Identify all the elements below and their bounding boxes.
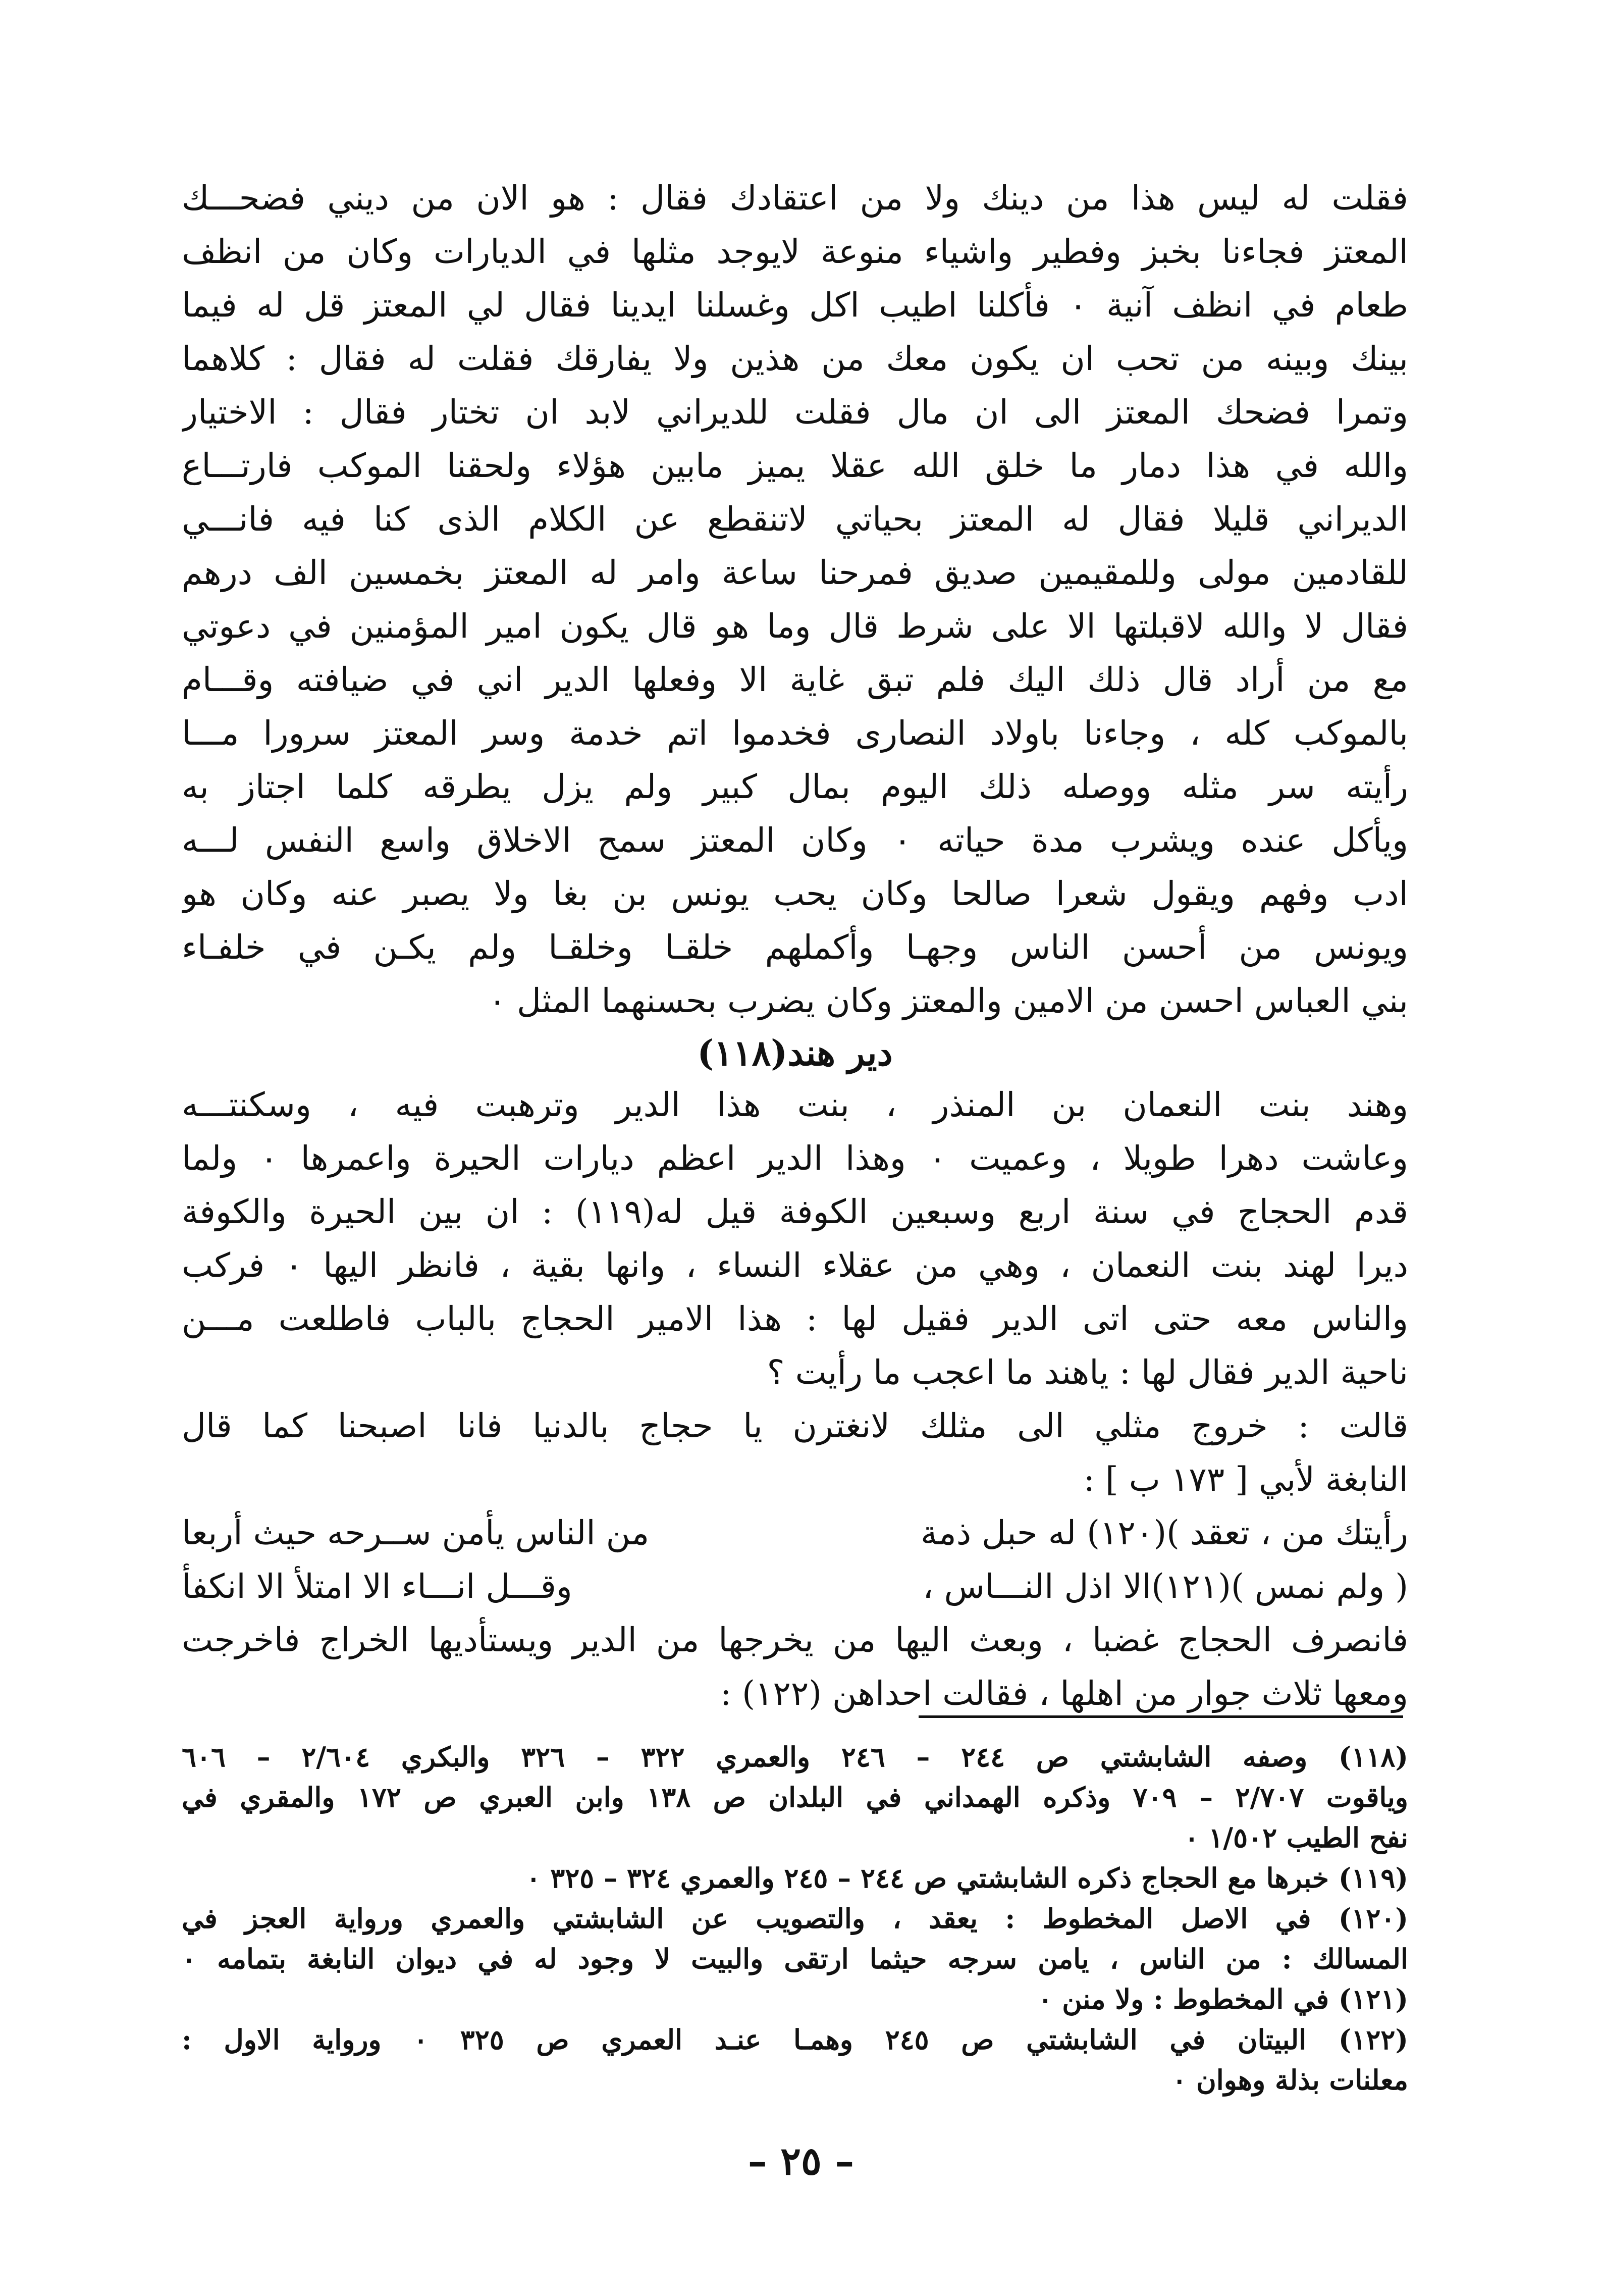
verse-second-hemistich: من الناس يأمن ســرحه حيث أربعا bbox=[182, 1514, 650, 1552]
footnote-line: المسالك : من الناس ، يامن سرجه حيثما ارتقى والبيت لا وجود له في ديوان النابغة بتمامه ٠ bbox=[182, 1943, 1408, 1975]
text-line: وهند بنت النعمان بن المنذر ، بنت هذا الدير وترهبت فيه ، وسكنتـــه bbox=[182, 1085, 1408, 1124]
text-line: قدم الحجاج في سنة اربع وسبعين الكوفة قيل له(١١٩) : ان بين الحيرة والكوفة bbox=[182, 1192, 1408, 1231]
text-line: ادب وفهم ويقول شعرا صالحا وكان يحب يونس بن بغا ولا يصبر عنه وكان هو bbox=[182, 874, 1408, 913]
verse-first-hemistich: ( ولم نمس )(١٢١)الا اذل النـــاس ، bbox=[923, 1567, 1408, 1606]
verse-second-hemistich: وقـــل انـــاء الا امتلأ الا انكفأ bbox=[182, 1567, 572, 1606]
footnote-line: (١٢٠) في الاصل المخطوط : يعقد ، والتصويب عن الشابشتي والعمري ورواية العجز في bbox=[182, 1902, 1408, 1935]
text-line: النابغة لأبي [ ١٧٣ ب ] : bbox=[1083, 1460, 1408, 1499]
footnote-line: وياقوت ٢/٧٠٧ – ٧٠٩ وذكره الهمداني في البلدان ص ١٣٨ وابن العبري ص ١٧٢ والمقري في bbox=[182, 1781, 1408, 1813]
text-line: وعاشت دهرا طويلا ، وعميت ٠ وهذا الدير اعظم ديارات الحيرة واعمرها ٠ ولما bbox=[182, 1139, 1408, 1178]
text-line: فقال لا والله لاقبلتها الا على شرط قال وما هو قال يكون امير المؤمنين في دعوتي bbox=[182, 607, 1408, 646]
text-line: بينك وبينه من تحب ان يكون معك من هذين ولا يفارقك فقلت له فقال : كلاهما bbox=[182, 339, 1408, 378]
text-line: ديرا لهند بنت النعمان ، وهي من عقلاء النساء ، وانها بقية ، فانظر اليها ٠ فركب bbox=[182, 1246, 1408, 1285]
verse-first-hemistich: رأيتك من ، تعقد )(١٢٠) له حبل ذمة bbox=[920, 1514, 1408, 1552]
text-line: والناس معه حتى اتى الدير فقيل لها : هذا الامير الحجاج بالباب فاطلعت مـــن bbox=[182, 1299, 1408, 1338]
page-number: – ٢٥ – bbox=[747, 2138, 855, 2183]
text-line: طعام في انظف آنية ٠ فأكلنا اطيب اكل وغسلنا ايدينا فقال لي المعتز قل له فيما bbox=[182, 286, 1408, 325]
text-line: للقادمين مولى وللمقيمين صديق فمرحنا ساعة وامر له المعتز بخمسين الف درهم bbox=[182, 553, 1408, 592]
text-line: ويونس من أحسن الناس وجهـا وأكملهم خلقـا وخلقـا ولم يكـن في خلفـاء bbox=[182, 928, 1408, 967]
text-line: وتمرا فضحك المعتز الى ان مال فقلت للديراني لابد ان تختار فقال : الاختيار bbox=[182, 393, 1408, 432]
footnote-line: (١٢١) في المخطوط : ولا منن ٠ bbox=[1038, 1983, 1408, 2015]
text-line: بني العباس احسن من الامين والمعتز وكان يضرب بحسنهما المثل ٠ bbox=[488, 981, 1408, 1020]
footnotes bbox=[182, 1737, 1408, 2100]
footnote-line: نفح الطيب ١/٥٠٢ ٠ bbox=[1184, 1821, 1408, 1854]
text-line: ومعها ثلاث جوار من اهلها ، فقالت احداهن (١٢٢) : bbox=[720, 1674, 1408, 1713]
text-line: مع من أراد قال ذلك اليك فلم تبق غاية الا وفعلها الدير اني في ضيافته وقـــام bbox=[182, 660, 1408, 699]
verse-line bbox=[182, 1506, 1408, 1560]
text-line: فقلت له ليس هذا من دينك ولا من اعتقادك فقال : هو الان من ديني فضحـــك bbox=[182, 179, 1408, 218]
footnote-divider bbox=[919, 1715, 1403, 1718]
text-line: فانصرف الحجاج غضبا ، وبعث اليها من يخرجها من الدير ويستأديها الخراج فاخرجت bbox=[182, 1621, 1408, 1659]
verse-line bbox=[182, 1560, 1408, 1613]
text-line: رأيته سر مثله ووصله ذلك اليوم بمال كبير ولم يزل يطرقه كلما اجتاز به bbox=[182, 767, 1408, 806]
footnote-line: (١١٩) خبرها مع الحجاج ذكره الشابشتي ص ٢٤٤ – ٢٤٥ والعمري ٣٢٤ – ٣٢٥ ٠ bbox=[526, 1862, 1408, 1894]
text-line: المعتز فجاءنا بخبز وفطير واشياء منوعة لايوجد مثلها في الديارات وكان من انظف bbox=[182, 232, 1408, 271]
footnote-line: (١١٨) وصفه الشابشتي ص ٢٤٤ – ٢٤٦ والعمري ٣٢٢ – ٣٢٦ والبكري ٢/٦٠٤ – ٦٠٦ bbox=[182, 1741, 1408, 1773]
text-line: ويأكل عنده ويشرب مدة حياته ٠ وكان المعتز سمح الاخلاق واسع النفس لـــه bbox=[182, 821, 1408, 860]
text-line: الديراني قليلا فقال له المعتز بحياتي لاتنقطع عن الكلام الذى كنا فيه فانـــي bbox=[182, 500, 1408, 539]
main-text bbox=[182, 172, 1408, 1720]
footnote-line: (١٢٢) البيتان في الشابشتي ص ٢٤٥ وهمـا عنـد العمري ص ٣٢٥ ٠ ورواية الاول : bbox=[182, 2023, 1408, 2056]
section-heading: دير هند(١١٨) bbox=[697, 1032, 893, 1074]
text-line: بالموكب كله ، وجاءنا باولاد النصارى فخدموا اتم خدمة وسر المعتز سرورا مـــا bbox=[182, 714, 1408, 753]
text-line: قالت : خروج مثلي الى مثلك لانغترن يا حجاج بالدنيا فانا اصبحنا كما قال bbox=[182, 1406, 1408, 1445]
footnote-line: معلنات بذلة وهوان ٠ bbox=[1172, 2064, 1408, 2096]
text-line: ناحية الدير فقال لها : ياهند ما اعجب ما رأيت ؟ bbox=[767, 1353, 1408, 1392]
text-line: والله في هذا دمار ما خلق الله عقلا يميز مابين هؤلاء ولحقنا الموكب فارتـــاع bbox=[182, 446, 1408, 485]
